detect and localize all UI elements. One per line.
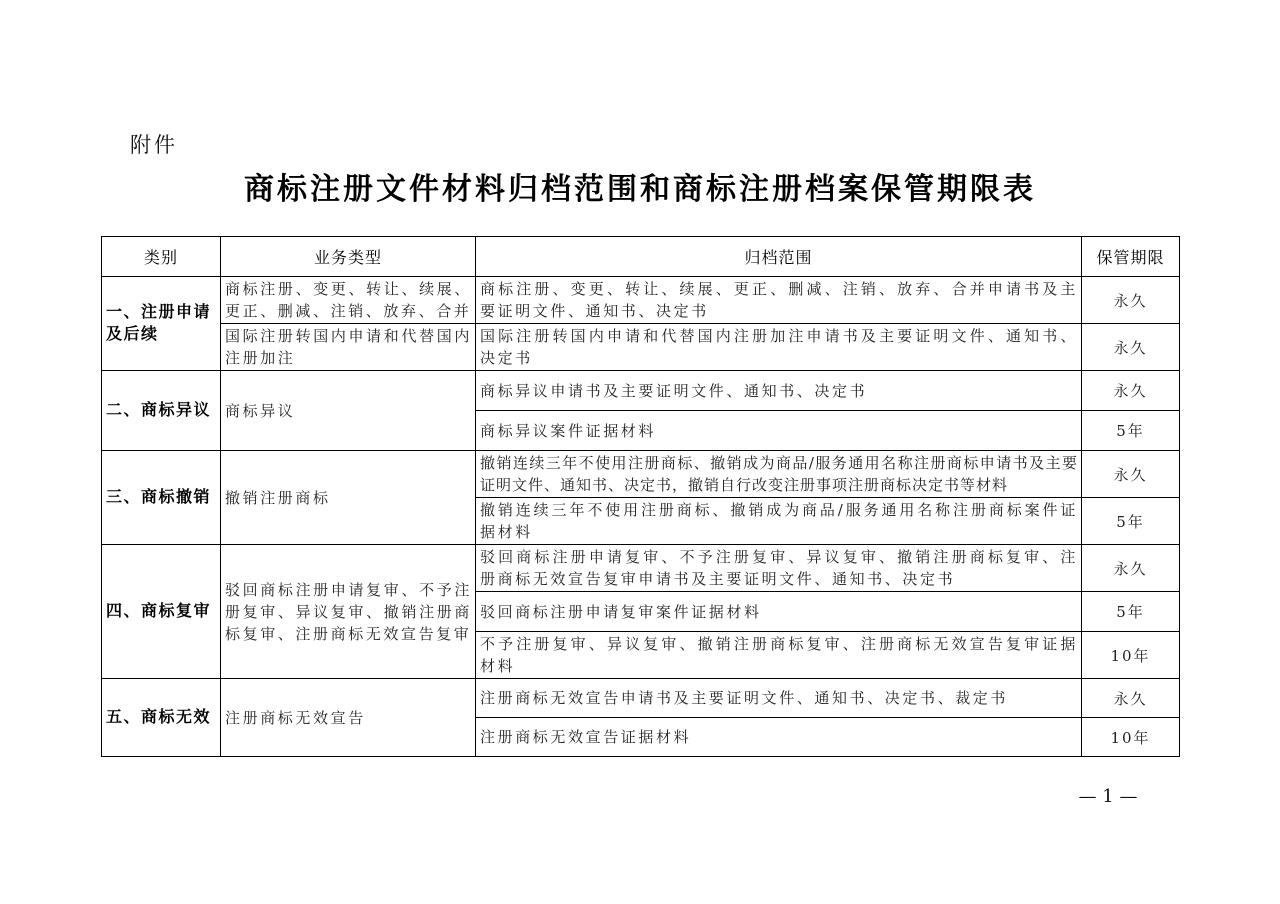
filing-scope-cell: 不予注册复审、异议复审、撤销注册商标复审、注册商标无效宣告复审证据材料 xyxy=(476,632,1082,679)
filing-scope-cell: 商标异议申请书及主要证明文件、通知书、决定书 xyxy=(476,371,1082,411)
header-filing-scope: 归档范围 xyxy=(476,237,1082,277)
category-cell: 三、商标撤销 xyxy=(102,451,221,545)
retention-period-cell: 5年 xyxy=(1082,592,1180,632)
retention-period-cell: 10年 xyxy=(1082,632,1180,679)
filing-scope-cell: 驳回商标注册申请复审案件证据材料 xyxy=(476,592,1082,632)
filing-scope-cell: 撤销连续三年不使用注册商标、撤销成为商品/服务通用名称注册商标案件证据材料 xyxy=(476,498,1082,545)
business-type-cell: 驳回商标注册申请复审、不予注册复审、异议复审、撤销注册商标复审、注册商标无效宣告复审 xyxy=(221,545,476,679)
attachment-label: 附件 xyxy=(130,134,178,157)
filing-scope-cell: 注册商标无效宣告证据材料 xyxy=(476,718,1082,757)
business-type-cell: 注册商标无效宣告 xyxy=(221,679,476,757)
category-cell: 一、注册申请及后续 xyxy=(102,277,221,371)
filing-scope-cell: 注册商标无效宣告申请书及主要证明文件、通知书、决定书、裁定书 xyxy=(476,679,1082,718)
header-business-type: 业务类型 xyxy=(221,237,476,277)
retention-period-cell: 永久 xyxy=(1082,277,1180,324)
retention-period-cell: 永久 xyxy=(1082,324,1180,371)
filing-scope-cell: 驳回商标注册申请复审、不予注册复审、异议复审、撤销注册商标复审、注册商标无效宣告复审申请书及主要证明文件、通知书、决定书 xyxy=(476,545,1082,592)
business-type-cell: 商标注册、变更、转让、续展、更正、删减、注销、放弃、合并 xyxy=(221,277,476,324)
retention-period-cell: 永久 xyxy=(1082,451,1180,498)
business-type-cell: 商标异议 xyxy=(221,371,476,451)
category-cell: 五、商标无效 xyxy=(102,679,221,757)
table-row xyxy=(102,451,1180,498)
retention-table xyxy=(101,236,1180,757)
table-row xyxy=(102,324,1180,371)
table-row xyxy=(102,545,1180,592)
retention-period-cell: 5年 xyxy=(1082,498,1180,545)
header-category: 类别 xyxy=(102,237,221,277)
filing-scope-cell: 商标异议案件证据材料 xyxy=(476,411,1082,451)
business-type-cell: 撤销注册商标 xyxy=(221,451,476,545)
table-row xyxy=(102,679,1180,718)
retention-period-cell: 永久 xyxy=(1082,371,1180,411)
page-title: 商标注册文件材料归档范围和商标注册档案保管期限表 xyxy=(244,173,1036,206)
category-cell: 四、商标复审 xyxy=(102,545,221,679)
table-row xyxy=(102,371,1180,411)
category-cell: 二、商标异议 xyxy=(102,371,221,451)
filing-scope-cell: 撤销连续三年不使用注册商标、撤销成为商品/服务通用名称注册商标申请书及主要证明文件、通知书、决定书，撤销自行改变注册事项注册商标决定书等材料 xyxy=(476,451,1082,498)
filing-scope-cell: 国际注册转国内申请和代替国内注册加注申请书及主要证明文件、通知书、决定书 xyxy=(476,324,1082,371)
page-number: — 1 — xyxy=(1078,786,1138,807)
header-retention-period: 保管期限 xyxy=(1082,237,1180,277)
business-type-cell: 国际注册转国内申请和代替国内注册加注 xyxy=(221,324,476,371)
table-row xyxy=(102,277,1180,324)
filing-scope-cell: 商标注册、变更、转让、续展、更正、删减、注销、放弃、合并申请书及主要证明文件、通知书、决定书 xyxy=(476,277,1082,324)
retention-period-cell: 永久 xyxy=(1082,679,1180,718)
retention-period-cell: 5年 xyxy=(1082,411,1180,451)
retention-period-cell: 永久 xyxy=(1082,545,1180,592)
retention-period-cell: 10年 xyxy=(1082,718,1180,757)
table-header-row xyxy=(102,237,1180,277)
